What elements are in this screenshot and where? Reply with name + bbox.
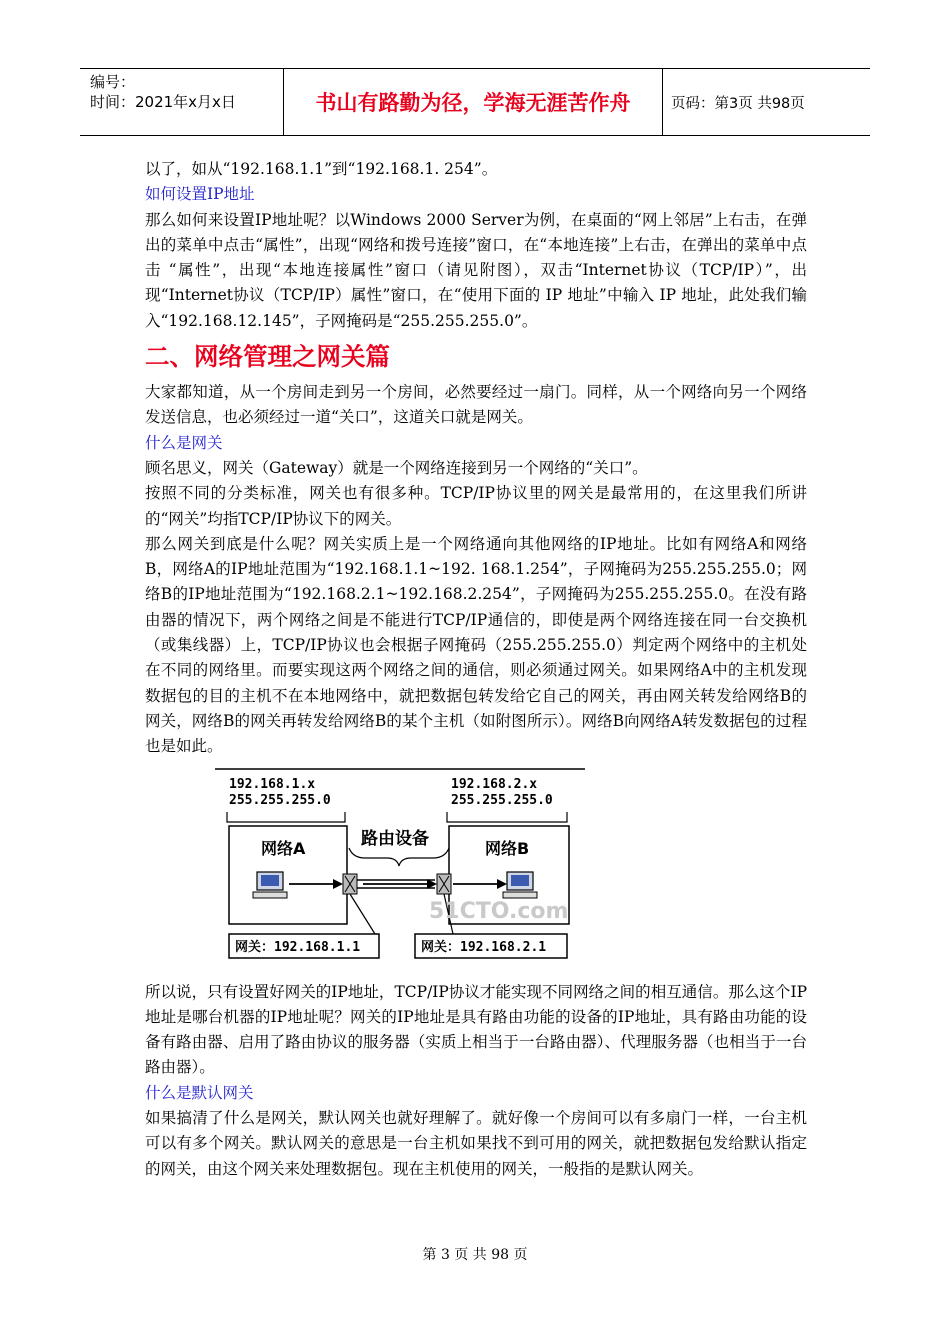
section-title: 二、网络管理之网关篇 xyxy=(145,342,390,372)
header-motto-cell xyxy=(283,69,663,135)
gateway-a-icon xyxy=(343,874,357,894)
gateway-diagram-svg xyxy=(215,768,585,972)
paragraph: 那么网关到底是什么呢？网关实质上是一个网络通向其他网络的IP地址。比如有网络A和网络 B，网络A的IP地址范围为“192.168.1.1~192. 168.1.254”，子网掩码为255.255.255.0；网络B的IP地址范围为“192.168.2.1~192.168.2.254”，子网掩码为255.255.255.0。在没有路由器的情况下，两个网络之间是不能进行TCP/IP通信的，即使是两个网络连接在同一台交换机（或集线器）上，TCP/IP协议也会根据子网掩码（255.255.255.0）判定两个网络中的主机处在不同的网络里。而要实现这两个网络之间的通信，则必须通过网关。如果网络A中的主机发现数据包的目的主机不在本地网络中，就把数据包转发给它自己的网关，再由网关转发给网络B的网关，网络B的网关再转发给网络B的某个主机（如附图所示）。网络B向网络A转发数据包的过程也是如此。 xyxy=(145,534,807,756)
subheading-what-gateway: 什么是网关 xyxy=(145,433,223,452)
header-table xyxy=(80,68,870,136)
gw-a-label: 网关：192.168.1.1 xyxy=(235,939,361,955)
gateway-b-icon xyxy=(437,874,451,894)
header-page-info: 页码：第3页 共98页 xyxy=(671,95,805,112)
computer-b-icon xyxy=(503,872,537,898)
subheading-set-ip: 如何设置IP地址 xyxy=(145,185,255,204)
gateway-diagram xyxy=(215,768,585,972)
paragraph: 顾名思义，网关（Gateway）就是一个网络连接到另一个网络的“关口”。 xyxy=(145,458,648,477)
paragraph-intro: 大家都知道，从一个房间走到另一个房间，必然要经过一扇门。同样，从一个网络向另一个网络发送信息，也必须经过一道“关口”，这道关口就是网关。 xyxy=(145,383,807,427)
computer-a-icon xyxy=(253,872,287,898)
net-b-ip: 192.168.2.x xyxy=(451,776,538,792)
net-a-label: 网络A xyxy=(261,838,306,858)
document-body xyxy=(145,157,807,1182)
paragraph-default-gateway: 如果搞清了什么是网关，默认网关也就好理解了。就好像一个房间可以有多扇门一样，一台主机可以有多个网关。默认网关的意思是一台主机如果找不到可用的网关，就把数据包发给默认指定的网关，由这个网关来处理数据包。现在主机使用的网关，一般指的是默认网关。 xyxy=(145,1109,807,1178)
subheading-default-gateway: 什么是默认网关 xyxy=(145,1083,254,1102)
net-b-mask: 255.255.255.0 xyxy=(451,792,553,808)
motto-text: 书山有路勤为径，学海无涯苦作舟 xyxy=(315,91,631,115)
paragraph: 以了，如从“192.168.1.1”到“192.168.1. 254”。 xyxy=(145,160,498,178)
watermark-text: 51CTO.com xyxy=(429,898,569,924)
paragraph-after-figure: 所以说，只有设置好网关的IP地址，TCP/IP协议才能实现不同网络之间的相互通信。那么这个IP地址是哪台机器的IP地址呢？网关的IP地址是具有路由功能的设备的IP地址，具有路由功能的设备有路由器、启用了路由协议的服务器（实质上相当于一台路由器）、代理服务器（也相当于一台路由器）。 xyxy=(145,982,807,1077)
gw-b-label: 网关：192.168.2.1 xyxy=(421,939,547,955)
page-footer: 第 3 页 共 98 页 xyxy=(422,1247,528,1263)
time-label: 时间：2021年x月x日 xyxy=(90,93,236,111)
number-label: 编号： xyxy=(90,73,136,91)
router-label: 路由设备 xyxy=(361,828,429,849)
net-a-mask: 255.255.255.0 xyxy=(229,792,331,808)
header-left-cell xyxy=(80,69,283,135)
net-b-label: 网络B xyxy=(485,838,530,858)
paragraph-set-ip: 那么如何来设置IP地址呢？以Windows 2000 Server为例，在桌面的“网上邻居”上右击，在弹出的菜单中点击“属性”，出现“网络和拨号连接”窗口，在“本地连接”上右击，在弹出的菜单中点击 “属性”，出现“本地连接属性”窗口（请见附图），双击“Internet协议（TCP/IP）”，出现“Internet协议（TCP/IP）属性”窗口，在“使用下面的 IP 地址”中输入 IP 地址，此处我们输入“192.168.12.145”，子网掩码是“255.255.255.0”。 xyxy=(145,210,807,330)
paragraph: 按照不同的分类标准，网关也有很多种。TCP/IP协议里的网关是最常用的，在这里我们所讲的“网关”均指TCP/IP协议下的网关。 xyxy=(145,484,807,528)
net-a-ip: 192.168.1.x xyxy=(229,776,316,792)
